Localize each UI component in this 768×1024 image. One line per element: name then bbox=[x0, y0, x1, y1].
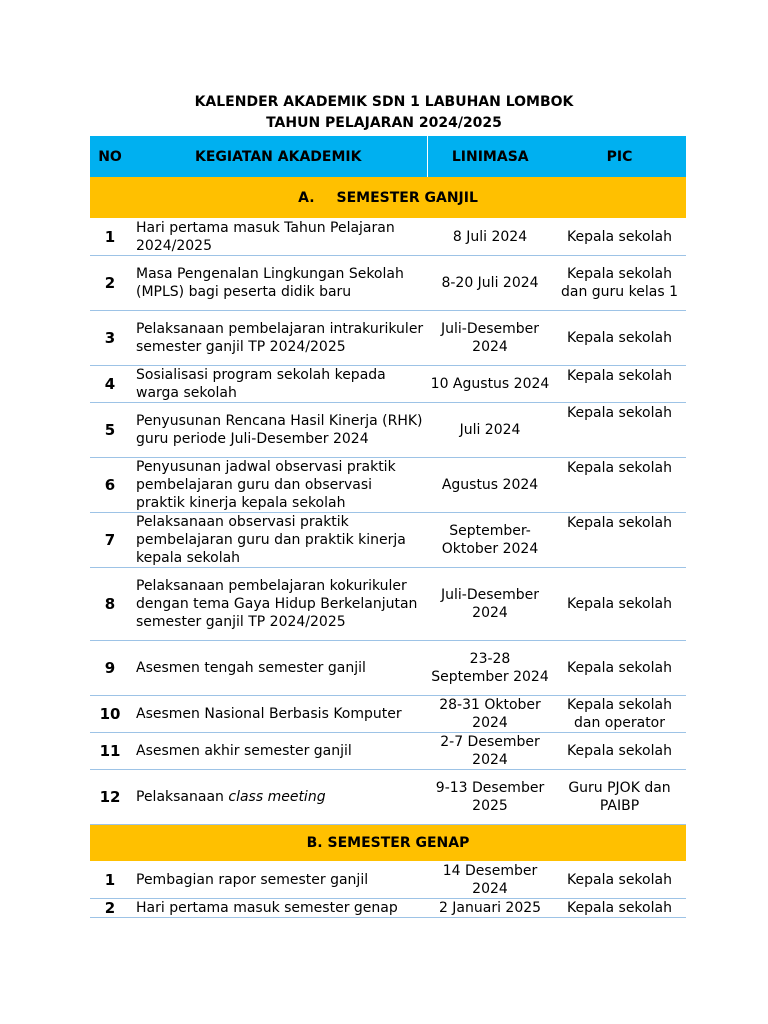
row-kegiatan: Pelaksanaan observasi praktik pembelajaran guru dan praktik kinerja kepala sekolah bbox=[130, 513, 427, 568]
table-row bbox=[90, 862, 686, 899]
row-linimasa: 28-31 Oktober 2024 bbox=[427, 696, 553, 733]
table-row bbox=[90, 311, 686, 366]
row-pic: Kepala sekolah bbox=[553, 366, 686, 403]
row-kegiatan: Asesmen akhir semester ganjil bbox=[130, 733, 427, 770]
row-linimasa: Juli-Desember 2024 bbox=[427, 568, 553, 641]
row-kegiatan: Masa Pengenalan Lingkungan Sekolah (MPLS) bagi peserta didik baru bbox=[130, 256, 427, 311]
row-kegiatan: Hari pertama masuk semester genap bbox=[130, 899, 427, 918]
row-linimasa: 9-13 Desember 2025 bbox=[427, 770, 553, 825]
document-title bbox=[0, 92, 768, 134]
row-linimasa: Juli-Desember 2024 bbox=[427, 311, 553, 366]
row-pic: Kepala sekolah bbox=[553, 568, 686, 641]
row-pic: Kepala sekolah bbox=[553, 219, 686, 256]
row-no: 5 bbox=[90, 403, 130, 458]
row-pic: Kepala sekolah bbox=[553, 862, 686, 899]
section-semester-genap bbox=[90, 825, 686, 862]
row-no: 10 bbox=[90, 696, 130, 733]
row-kegiatan-text: Pelaksanaan bbox=[136, 789, 229, 805]
table-row bbox=[90, 403, 686, 458]
row-pic: Kepala sekolah dan guru kelas 1 bbox=[553, 256, 686, 311]
table-row bbox=[90, 513, 686, 568]
row-kegiatan: Asesmen tengah semester ganjil bbox=[130, 641, 427, 696]
row-linimasa: Juli 2024 bbox=[427, 403, 553, 458]
row-linimasa: 8-20 Juli 2024 bbox=[427, 256, 553, 311]
row-no: 8 bbox=[90, 568, 130, 641]
row-linimasa: 10 Agustus 2024 bbox=[427, 366, 553, 403]
row-pic: Kepala sekolah bbox=[553, 513, 686, 568]
row-linimasa: 8 Juli 2024 bbox=[427, 219, 553, 256]
section-genap-label: B. SEMESTER GENAP bbox=[90, 825, 686, 862]
table-row bbox=[90, 458, 686, 513]
table-row bbox=[90, 568, 686, 641]
row-no: 6 bbox=[90, 458, 130, 513]
row-linimasa: 14 Desember 2024 bbox=[427, 862, 553, 899]
row-linimasa: 2-7 Desember 2024 bbox=[427, 733, 553, 770]
table-row bbox=[90, 696, 686, 733]
row-no: 2 bbox=[90, 256, 130, 311]
row-no: 2 bbox=[90, 899, 130, 918]
row-linimasa: Agustus 2024 bbox=[427, 458, 553, 513]
row-pic: Guru PJOK dan PAIBP bbox=[553, 770, 686, 825]
row-pic: Kepala sekolah bbox=[553, 458, 686, 513]
table-row bbox=[90, 366, 686, 403]
table-row bbox=[90, 899, 686, 918]
table-row bbox=[90, 256, 686, 311]
row-kegiatan: Sosialisasi program sekolah kepada warga sekolah bbox=[130, 366, 427, 403]
table-row bbox=[90, 770, 686, 825]
row-no: 4 bbox=[90, 366, 130, 403]
row-pic: Kepala sekolah bbox=[553, 899, 686, 918]
section-ganjil-letter: A. bbox=[298, 189, 315, 206]
header-no: NO bbox=[90, 136, 130, 177]
row-pic: Kepala sekolah dan operator bbox=[553, 696, 686, 733]
row-kegiatan: Pelaksanaan pembelajaran kokurikuler dengan tema Gaya Hidup Berkelanjutan semester ganjil TP 2024/2025 bbox=[130, 568, 427, 641]
row-pic: Kepala sekolah bbox=[553, 733, 686, 770]
section-ganjil-label: SEMESTER GANJIL bbox=[336, 189, 478, 206]
row-linimasa: 23-28 September 2024 bbox=[427, 641, 553, 696]
row-pic: Kepala sekolah bbox=[553, 641, 686, 696]
row-kegiatan: Hari pertama masuk Tahun Pelajaran 2024/2025 bbox=[130, 219, 427, 256]
academic-calendar-table bbox=[90, 136, 686, 918]
row-no: 7 bbox=[90, 513, 130, 568]
header-linimasa: LINIMASA bbox=[427, 136, 553, 177]
row-linimasa: September-Oktober 2024 bbox=[427, 513, 553, 568]
table-row bbox=[90, 641, 686, 696]
row-kegiatan: Asesmen Nasional Berbasis Komputer bbox=[130, 696, 427, 733]
row-no: 11 bbox=[90, 733, 130, 770]
row-pic: Kepala sekolah bbox=[553, 403, 686, 458]
row-kegiatan: Penyusunan Rencana Hasil Kinerja (RHK) guru periode Juli-Desember 2024 bbox=[130, 403, 427, 458]
header-kegiatan: KEGIATAN AKADEMIK bbox=[130, 136, 427, 177]
row-kegiatan: Pelaksanaan pembelajaran intrakurikuler semester ganjil TP 2024/2025 bbox=[130, 311, 427, 366]
row-no: 12 bbox=[90, 770, 130, 825]
row-linimasa: 2 Januari 2025 bbox=[427, 899, 553, 918]
row-pic: Kepala sekolah bbox=[553, 311, 686, 366]
row-kegiatan: Penyusunan jadwal observasi praktik pembelajaran guru dan observasi praktik kinerja kepala sekolah bbox=[130, 458, 427, 513]
title-line-2: TAHUN PELAJARAN 2024/2025 bbox=[266, 115, 502, 131]
row-no: 1 bbox=[90, 219, 130, 256]
title-line-1: KALENDER AKADEMIK SDN 1 LABUHAN LOMBOK bbox=[194, 94, 574, 110]
section-semester-ganjil bbox=[90, 177, 686, 219]
row-kegiatan bbox=[130, 770, 427, 825]
table-row bbox=[90, 219, 686, 256]
row-kegiatan: Pembagian rapor semester ganjil bbox=[130, 862, 427, 899]
table-row bbox=[90, 733, 686, 770]
row-no: 3 bbox=[90, 311, 130, 366]
row-kegiatan-italic: class meeting bbox=[228, 789, 326, 805]
header-pic: PIC bbox=[553, 136, 686, 177]
row-no: 1 bbox=[90, 862, 130, 899]
row-no: 9 bbox=[90, 641, 130, 696]
table-header-row bbox=[90, 136, 686, 177]
section-ganjil-cell bbox=[90, 177, 686, 219]
